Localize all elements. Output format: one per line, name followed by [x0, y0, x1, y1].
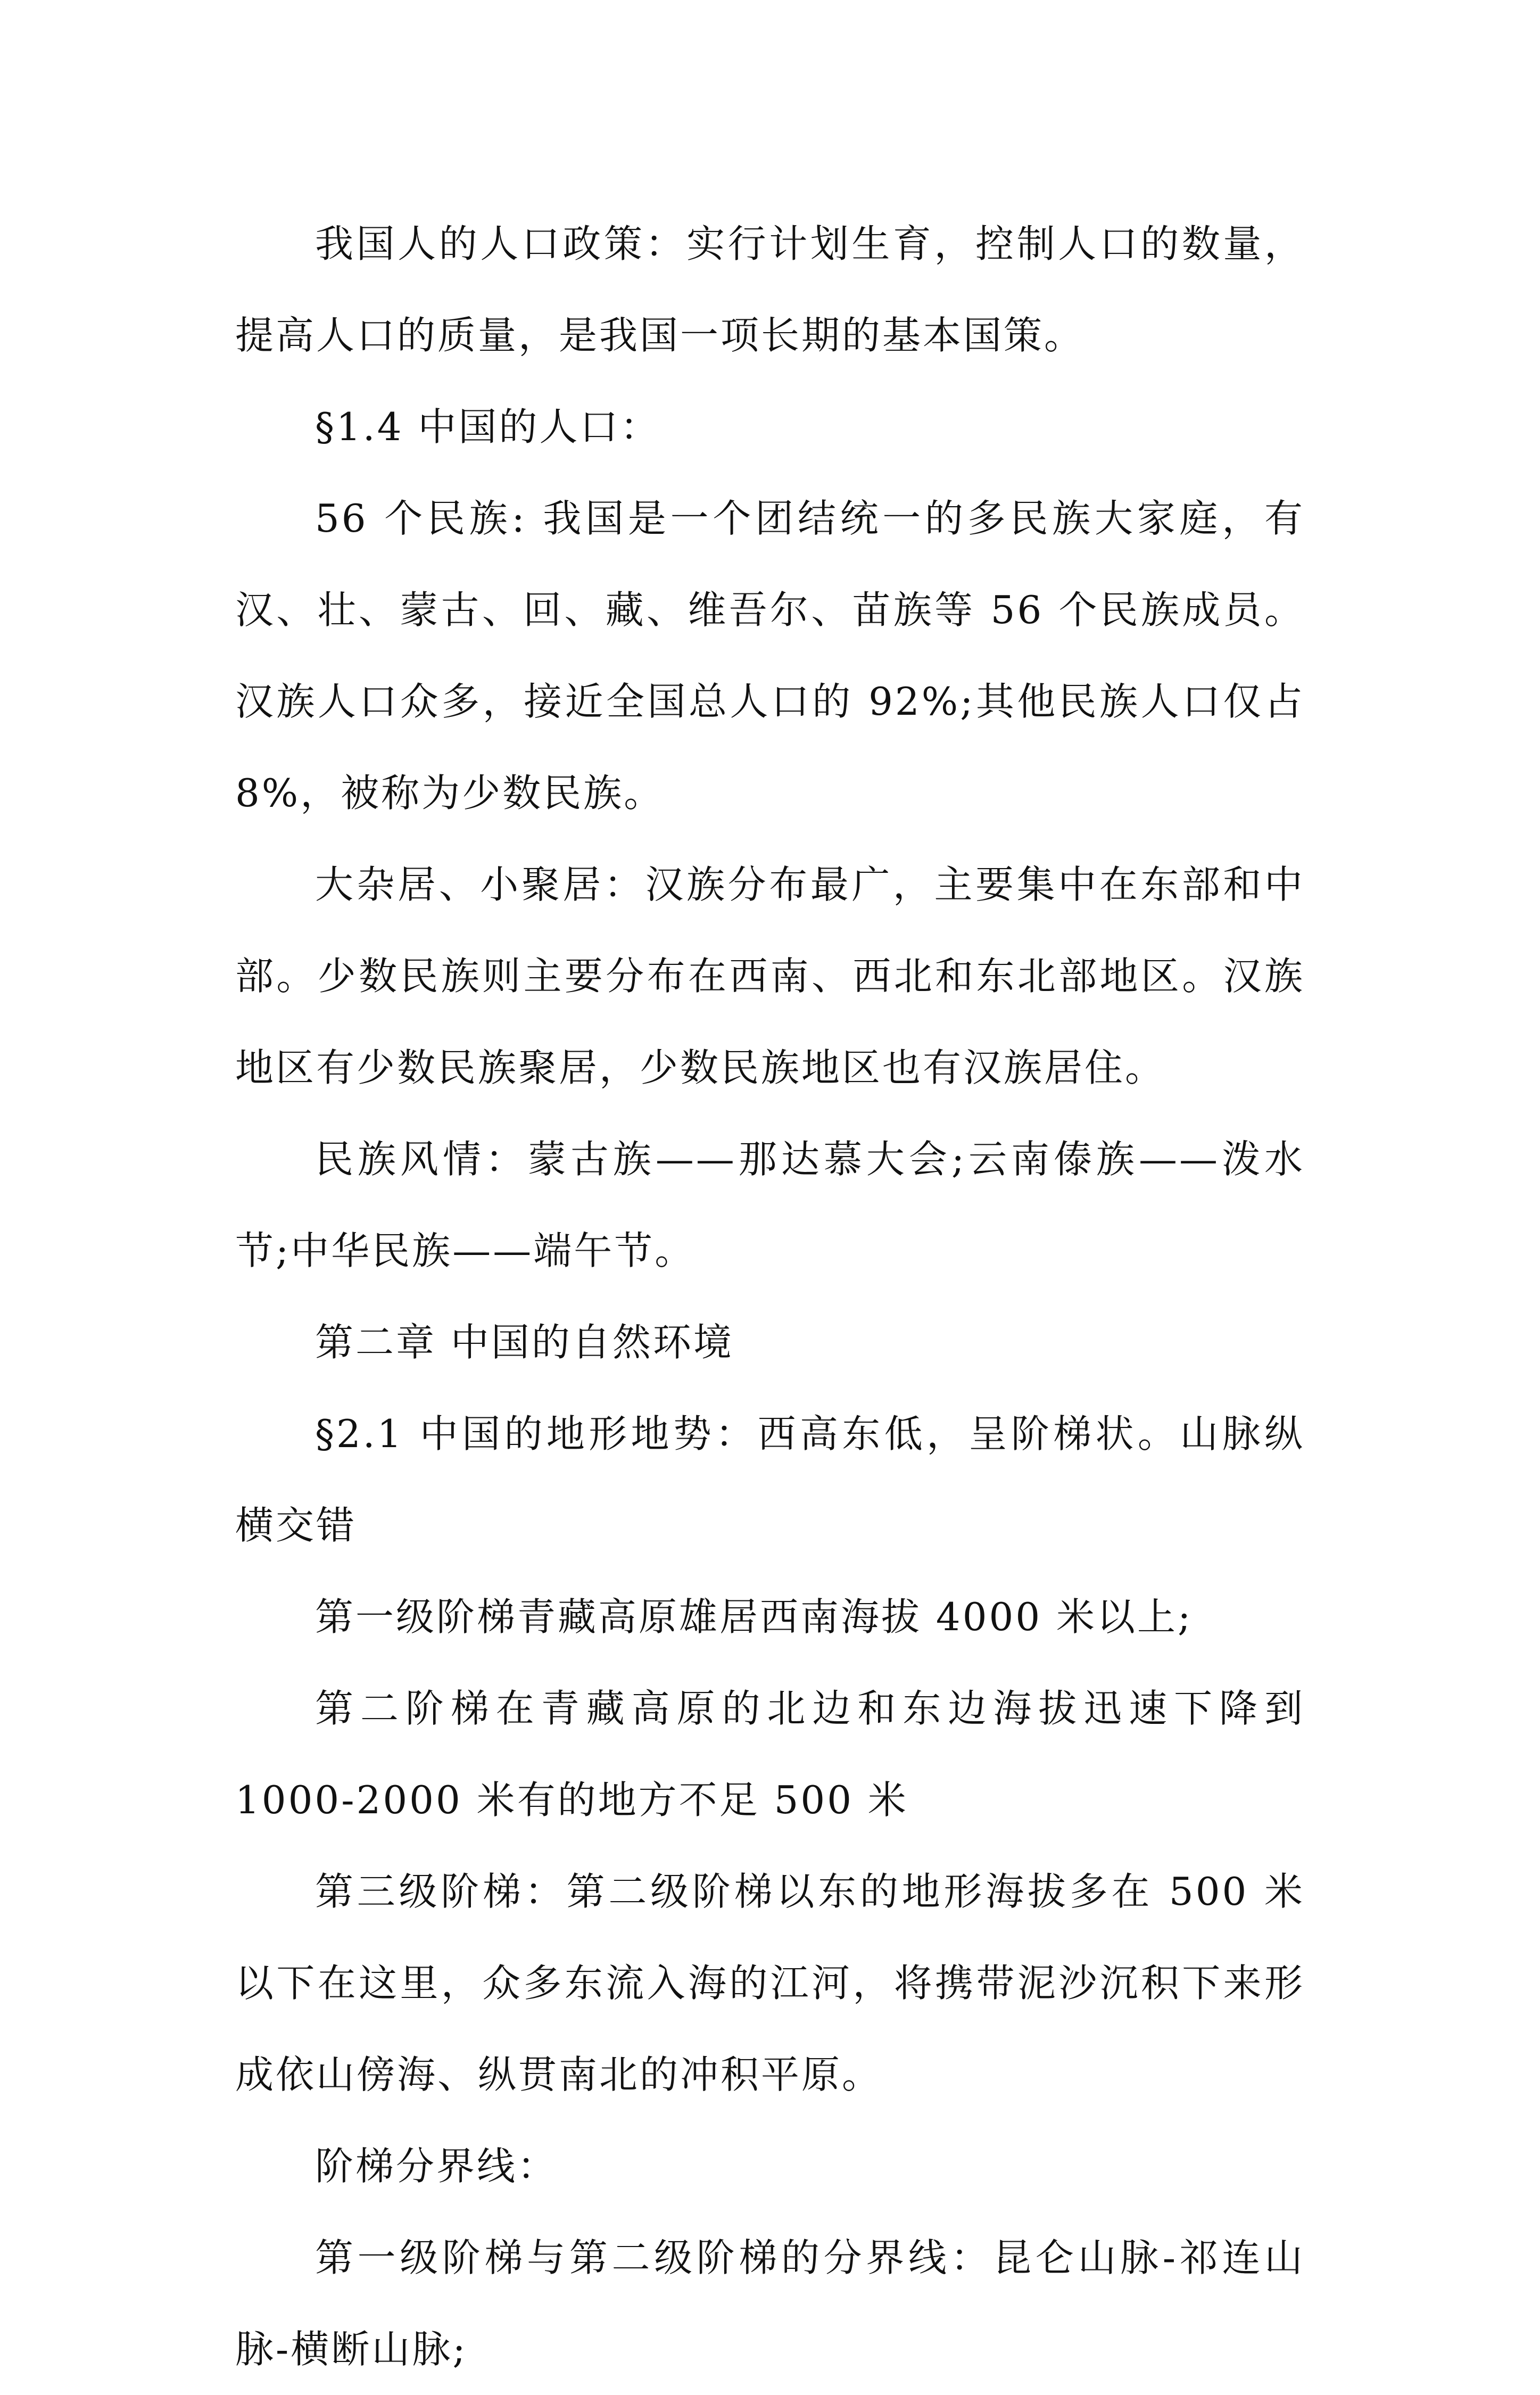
section-heading-1-4: §1.4 中国的人口： [315, 404, 661, 449]
paragraph-second-step: 第二阶梯在青藏高原的北边和东边海拔迅速下降到 1000-2000 米有的地方不足 500 米 [235, 1686, 1305, 1822]
paragraph-first-step: 第一级阶梯青藏高原雄居西南海拔 4000 米以上; [315, 1595, 1193, 1639]
chapter-heading-2: 第二章 中国的自然环境 [315, 1320, 734, 1365]
paragraph-third-step: 第三级阶梯：第二级阶梯以东的地形海拔多在 500 米以下在这里，众多东流入海的江河，将携带泥沙沉积下来形成依山傍海、纵贯南北的冲积平原。 [235, 1869, 1305, 2097]
section-heading-2-1: §2.1 中国的地形地势：西高东低，呈阶梯状。山脉纵横交错 [235, 1411, 1305, 1548]
paragraph-step-boundaries: 阶梯分界线： [315, 2144, 558, 2188]
paragraph-population-policy: 我国人的人口政策：实行计划生育，控制人口的数量，提高人口的质量，是我国一项长期的基本国策。 [235, 221, 1305, 358]
paragraph-first-boundary: 第一级阶梯与第二级阶梯的分界线：昆仑山脉-祁连山脉-横断山脉; [235, 2235, 1305, 2372]
paragraph-ethnic-customs: 民族风情：蒙古族——那达慕大会;云南傣族——泼水节;中华民族——端午节。 [235, 1137, 1305, 1273]
paragraph-56-ethnic-groups: 56 个民族: 我国是一个团结统一的多民族大家庭，有汉、壮、蒙古、回、藏、维吾尔、苗族等 56 个民族成员。汉族人口众多，接近全国总人口的 92%;其他民族人口仅占 8%，被称为少数民族。 [235, 496, 1305, 815]
paragraph-ethnic-distribution: 大杂居、小聚居：汉族分布最广，主要集中在东部和中部。少数民族则主要分布在西南、西北和东北部地区。汉族地区有少数民族聚居，少数民族地区也有汉族居住。 [235, 862, 1305, 1090]
document-body [235, 198, 1305, 2395]
